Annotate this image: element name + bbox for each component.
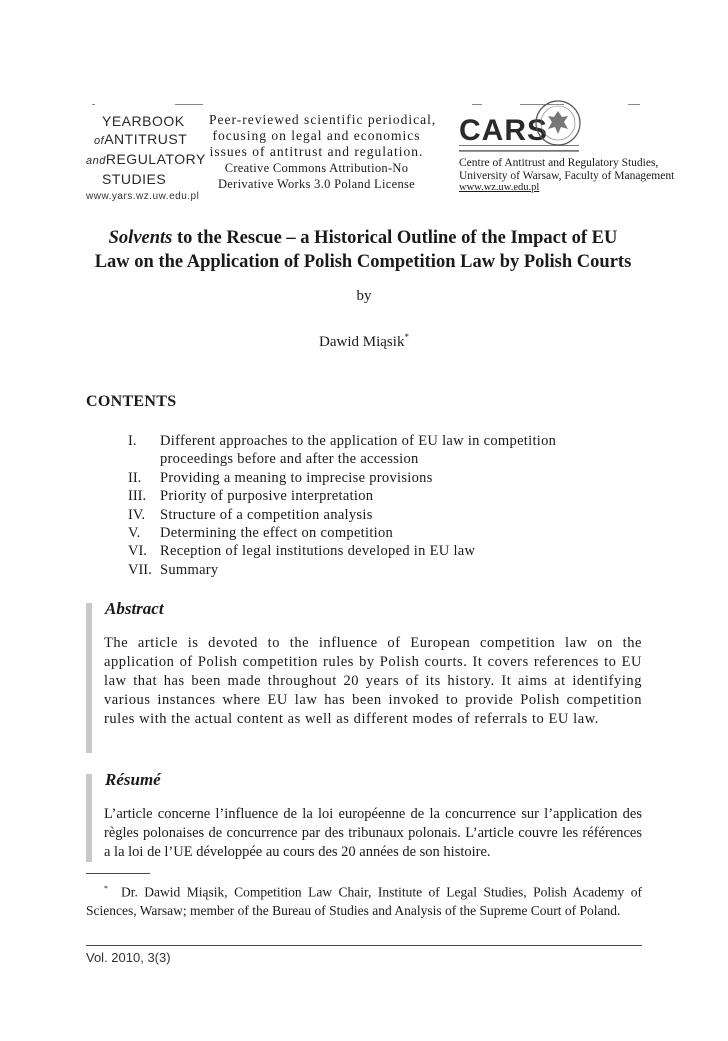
toc-text: Determining the effect on competition xyxy=(160,525,394,542)
volume-label: Vol. 2010, 3(3) xyxy=(86,950,171,965)
license-line2: Derivative Works 3.0 Poland License xyxy=(217,177,416,191)
resume-text: L’article concerne l’influence de la loi européenne de la concurrence sur l’application des règles polonaises de concurrence par des tribunaux polonais. L’article couvre les références a la loi de l’UE développée au cours des 20 années de son histoire. xyxy=(104,806,642,860)
title-italic-word: Solvents xyxy=(108,228,173,248)
toc-item xyxy=(128,469,628,487)
yearbook-of: of xyxy=(94,135,105,147)
title-line1-rest: to the Rescue – a Historical Outline of the Impact of EU xyxy=(172,228,618,248)
journal-desc-line3: issues of antitrust and regulation. xyxy=(209,144,424,159)
yearbook-logo xyxy=(86,112,206,206)
contents-heading: CONTENTS xyxy=(86,393,177,410)
toc-number: I. xyxy=(128,433,137,449)
footer-rule xyxy=(86,945,642,946)
toc-number: VI. xyxy=(128,543,147,560)
table-of-contents xyxy=(128,432,628,579)
cars-logo-subtitle-2 xyxy=(459,151,579,154)
footnote-rule xyxy=(86,873,150,874)
abstract-side-bar xyxy=(86,603,92,753)
journal-description xyxy=(209,112,437,192)
cars-top-rule xyxy=(472,104,482,105)
author-footnote-mark[interactable]: * xyxy=(404,332,409,342)
toc-text: Providing a meaning to imprecise provisions xyxy=(160,469,433,486)
cars-logo: CARS xyxy=(459,114,549,147)
journal-desc-line2: focusing on legal and economics xyxy=(212,128,421,143)
journal-desc-line1: Peer-reviewed scientific periodical, xyxy=(209,112,437,127)
toc-text: Structure of a competition analysis xyxy=(160,506,373,523)
cars-url[interactable]: www.wz.uw.edu.pl xyxy=(459,182,540,193)
toc-item xyxy=(128,487,628,505)
toc-text: Summary xyxy=(160,561,219,578)
yearbook-line1: YEARBOOK xyxy=(102,113,185,129)
cars-corner-mark xyxy=(628,104,640,105)
toc-number: V. xyxy=(128,525,141,542)
cars-info-line2: University of Warsaw, Faculty of Management xyxy=(459,169,675,182)
toc-item xyxy=(128,506,628,524)
yearbook-and: and xyxy=(86,155,106,167)
university-seal-icon xyxy=(533,98,583,148)
toc-text xyxy=(160,432,628,469)
toc-text: Reception of legal institutions developed in EU law xyxy=(160,543,476,560)
toc-number: II. xyxy=(128,469,142,486)
article-title xyxy=(78,226,648,274)
by-label: by xyxy=(356,288,372,304)
abstract-heading: Abstract xyxy=(105,599,164,618)
yearbook-line2: ANTITRUST xyxy=(104,131,188,147)
license-line1: Creative Commons Attribution-No xyxy=(224,161,409,175)
yearbook-url[interactable]: www.yars.wz.uw.edu.pl xyxy=(86,191,200,202)
toc-number: IV. xyxy=(128,506,146,523)
yearbook-left-mark xyxy=(92,104,95,105)
yearbook-line3: REGULATORY xyxy=(105,151,206,167)
author-name: Dawid Miąsik xyxy=(319,334,405,350)
abstract-text: The article is devoted to the influence of European competition law on the application of Polish competition rules by Polish courts. It covers references to EU law that has been made throughout 20 years of its history. It aims at identifying various instances where EU law has been invoked to provide Polish competition rules with the actual content as well as different modes of referrals to EU law. xyxy=(104,635,642,727)
yearbook-line4: STUDIES xyxy=(102,171,167,187)
toc-text-line2: proceedings before and after the accession xyxy=(160,451,419,468)
toc-number: VII. xyxy=(128,561,152,578)
yearbook-top-rule xyxy=(175,104,203,105)
footnote-text: Dr. Dawid Miąsik, Competition Law Chair, Institute of Legal Studies, Polish Academy of Sciences, Warsaw; member of the Bureau of Studies and Analysis of the Supreme Court of Poland. xyxy=(86,884,643,918)
title-line2: Law on the Application of Polish Competition Law by Polish Courts xyxy=(94,252,632,272)
toc-number: III. xyxy=(128,488,147,505)
toc-text: Priority of purposive interpretation xyxy=(160,488,374,505)
footnote-mark: * xyxy=(104,884,108,893)
resume-heading: Résumé xyxy=(105,770,161,789)
toc-item xyxy=(128,432,628,469)
cars-info xyxy=(459,157,674,195)
toc-item xyxy=(128,561,628,579)
cars-info-line1: Centre of Antitrust and Regulatory Studies, xyxy=(459,157,659,169)
resume-side-bar xyxy=(86,774,92,862)
author-footnote xyxy=(86,880,642,920)
toc-item xyxy=(128,542,628,560)
toc-text-line1: Different approaches to the application of EU law in competition xyxy=(160,433,557,449)
author-line xyxy=(0,332,728,351)
toc-item xyxy=(128,524,628,542)
